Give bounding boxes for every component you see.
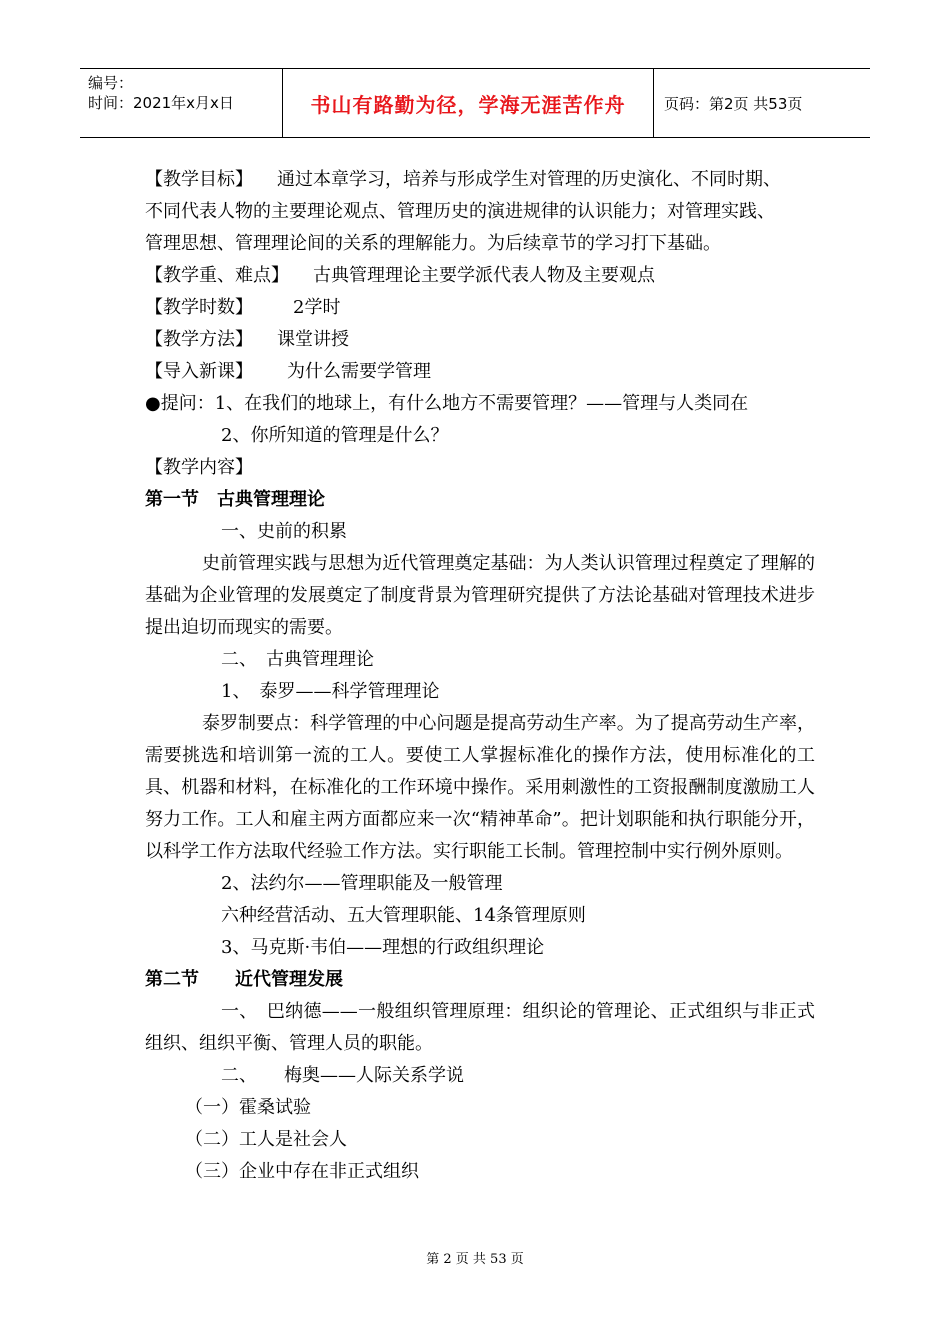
header-meta xyxy=(80,69,282,137)
s2-paragraph-barnard: 一、 巴纳德——一般组织管理原理：组织论的管理论、正式组织与非正式组织、组织平衡、管理人员的职能。 xyxy=(145,1001,815,1054)
goal-text-2: 不同代表人物的主要理论观点、管理历史的演进规律的认识能力；对管理实践、 xyxy=(145,201,775,222)
content-tag: 【教学内容】 xyxy=(145,457,253,478)
goal-tag: 【教学目标】 xyxy=(145,169,253,190)
s1-heading-2-2: 2、法约尔——管理职能及一般管理 xyxy=(221,873,503,894)
goal-text-1: 通过本章学习，培养与形成学生对管理的历史演化、不同时期、 xyxy=(277,169,781,190)
section-2-title: 第二节 近代管理发展 xyxy=(145,969,343,990)
s1-paragraph-taylor: 泰罗制要点：科学管理的中心问题是提高劳动生产率。为了提高劳动生产率，需要挑选和培训第一流的工人。要使工人掌握标准化的操作方法，使用标准化的工具、机器和材料，在标准化的工作环境中操作。采用刺激性的工资报酬制度激励工人努力工作。工人和雇主两方面都应来一次“精神革命”。把计划职能和执行职能分开，以科学工作方法取代经验工作方法。实行职能工长制。管理控制中实行例外原则。 xyxy=(145,713,815,862)
s2-item-1: （一）霍桑试验 xyxy=(185,1097,311,1118)
hours-line xyxy=(145,292,815,324)
goal-text-3: 管理思想、管理理论间的关系的理解能力。为后续章节的学习打下基础。 xyxy=(145,233,721,254)
method-text: 课堂讲授 xyxy=(277,329,349,350)
hours-text: 2学时 xyxy=(293,297,341,318)
section-1-title: 第一节 古典管理理论 xyxy=(145,489,325,510)
intro-text: 为什么需要学管理 xyxy=(287,361,431,382)
intro-line xyxy=(145,356,815,388)
s1-fayol-text: 六种经营活动、五大管理职能、14条管理原则 xyxy=(221,905,586,926)
s1-heading-2-1: 1、 泰罗——科学管理理论 xyxy=(221,681,440,702)
method-line xyxy=(145,324,815,356)
header-page-info: 页码：第2页 共53页 xyxy=(664,94,803,113)
s1-paragraph-1: 史前管理实践与思想为近代管理奠定基础：为人类认识管理过程奠定了理解的基础为企业管理的发展奠定了制度背景为管理研究提供了方法论基础对管理技术进步提出迫切而现实的需要。 xyxy=(145,553,815,638)
key-line xyxy=(145,260,815,292)
method-tag: 【教学方法】 xyxy=(145,329,253,350)
s2-item-3: （三）企业中存在非正式组织 xyxy=(185,1161,419,1182)
key-tag: 【教学重、难点】 xyxy=(145,265,289,286)
s2-heading-2: 二、 梅奥——人际关系学说 xyxy=(221,1065,464,1086)
hours-tag: 【教学时数】 xyxy=(145,297,253,318)
header-motto: 书山有路勤为径，学海无涯苦作舟 xyxy=(282,69,654,137)
document-body xyxy=(145,164,815,1188)
page-header xyxy=(80,68,870,138)
key-text: 古典管理理论主要学派代表人物及主要观点 xyxy=(313,265,655,286)
question-2: 2、你所知道的管理是什么？ xyxy=(221,425,449,446)
number-label: 编号： xyxy=(88,74,134,92)
s1-heading-1: 一、史前的积累 xyxy=(221,521,347,542)
intro-tag: 【导入新课】 xyxy=(145,361,253,382)
goal-line xyxy=(145,164,815,196)
s2-item-2: （二）工人是社会人 xyxy=(185,1129,347,1150)
page-footer: 第 2 页 共 53 页 xyxy=(426,1252,524,1267)
question-1: ●提问：1、在我们的地球上，有什么地方不需要管理？——管理与人类同在 xyxy=(145,393,749,414)
s1-heading-2-3: 3、马克斯·韦伯——理想的行政组织理论 xyxy=(221,937,545,958)
s1-heading-2: 二、 古典管理理论 xyxy=(221,649,374,670)
time-label: 时间：2021年x月x日 xyxy=(88,94,234,112)
